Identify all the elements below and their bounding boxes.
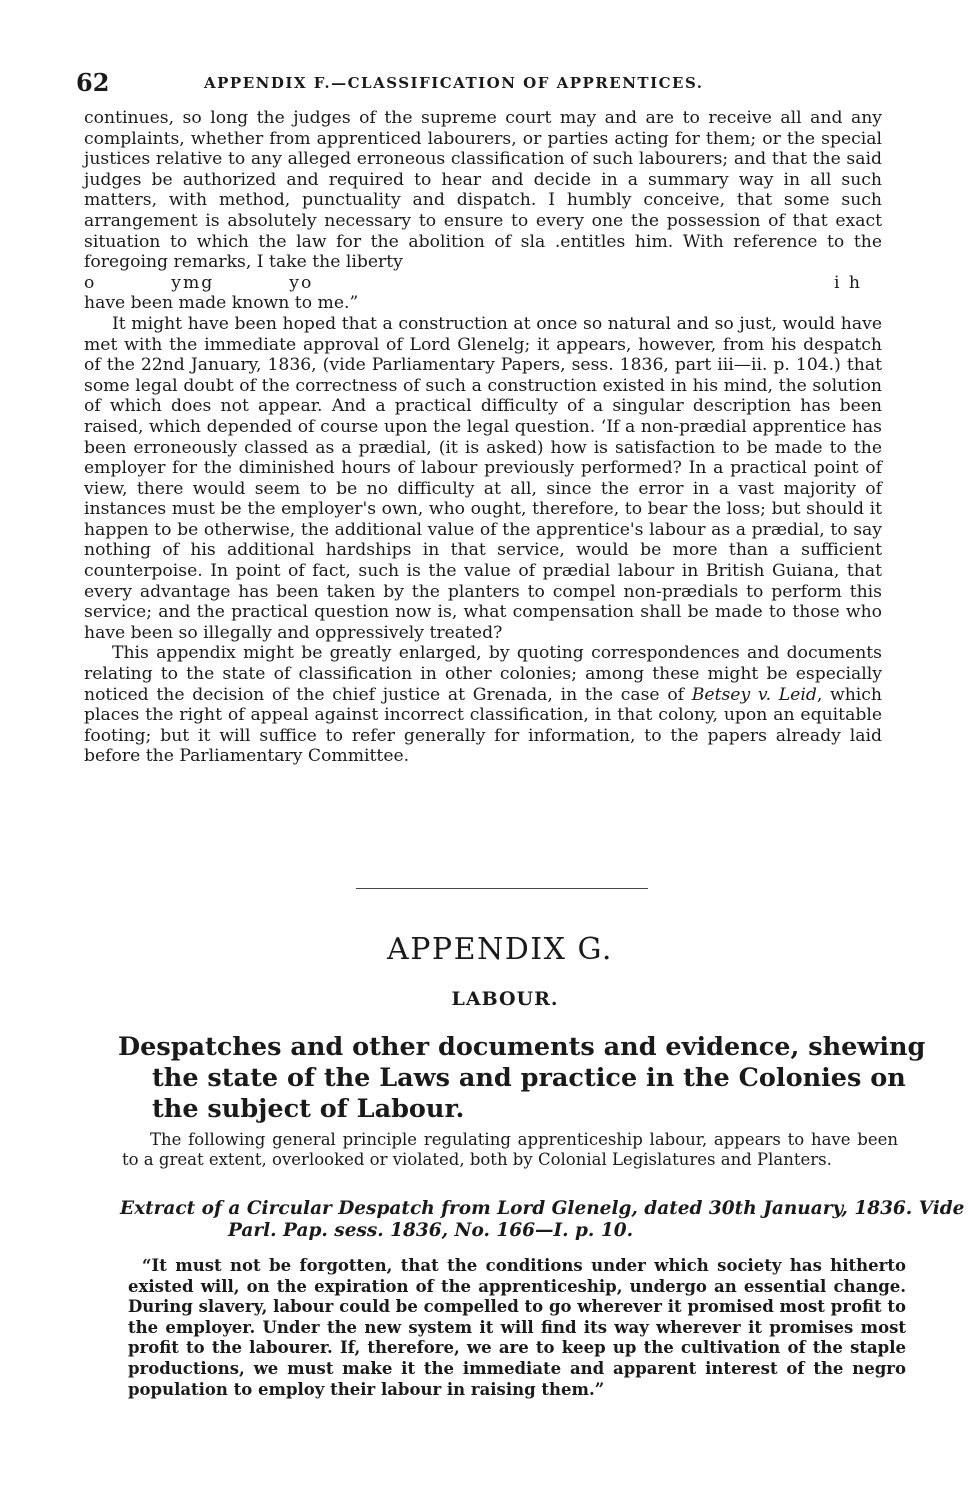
paragraph-glenelg-despatch: It might have been hoped that a construction at once so natural and so just, would have met with the immediate approval of Lord Glenelg; it appears, however, from his despatch of the 22nd January, 1836, (vide Parliamentary Papers, sess. 1836, part iii—ii. p. 104.) that some legal doubt of the correctness of such a construction existed in his mind, the solution of which does not appear. And a practical difficulty of a singular description has been raised, which depended of course upon the legal question. ‘If a non-prædial apprentice has been erroneously classed as a prædial, (it is asked) how is satisfaction to be made to the employer for the diminished hours of labour previously performed? In a practical point of view, there would seem to be no difficulty at all, since the error in a vast majority of instances must be the employer's own, who ought, therefore, to bear the loss; but should it happen to be otherwise, the additional value of the apprentice's labour as a prædial, to say nothing of his additional hardships in that service, would be more than a sufficient counterpoise. In point of fact, such is the value of prædial labour in British Guiana, that every advantage has been taken by the planters to compel non-prædials to perform this service; and the practical question now is, what compensation shall be made to those who have been so illegally and oppressively treated? [84, 313, 882, 643]
damaged-line [84, 273, 882, 294]
appendix-g-subtitle: LABOUR. [451, 988, 559, 1010]
paragraph-text: , which places the right of appeal against incorrect classification, in that colony, upon an equitable footing; but it will suffice to refer generally for information, to the papers already laid before the Parliamentary Committee. [84, 684, 883, 767]
damaged-fragment: o [84, 272, 97, 293]
paragraph-text: This appendix might be greatly enlarged, by quoting correspondences and documents relating to the state of classification in other colonies; among these might be especially noticed the decision of the chief justice at Grenada, in the case of [84, 643, 882, 705]
appendix-g-heading: Despatches and other documents and evidence, shewing the state of the Laws and practice in the Colonies on the subject of Labour. [118, 1032, 926, 1124]
running-head: APPENDIX F.—CLASSIFICATION OF APPRENTICES. [204, 74, 704, 92]
page-number: 62 [76, 68, 110, 97]
damaged-fragment: yo [289, 272, 314, 293]
page-header [76, 68, 860, 98]
appendix-f-continuation [84, 108, 882, 767]
appendix-g-intro [122, 1130, 898, 1170]
intro-paragraph: The following general principle regulating apprenticeship labour, appears to have been to a great extent, overlooked or violated, both by Colonial Legislatures and Planters. [122, 1130, 898, 1169]
paragraph-continuation: continues, so long the judges of the supreme court may and are to receive all and any complaints, whether from apprenticed labourers, or parties acting for them; or the special justices relative to any alleged erroneous classification of such labourers; and that the said judges be authorized and required to hear and decide in a summary way in all such matters, with method, punctuality and dispatch. I humbly conceive, that some such arrangement is absolutely necessary to ensure to every one the possession of that exact situation to which the law for the abolition of sla .entitles him. With reference to the foregoing remarks, I take the liberty [84, 108, 882, 273]
quote-paragraph: “It must not be forgotten, that the conditions under which society has hitherto existed will, on the expiration of the apprenticeship, undergo an essential change. During slavery, labour could be compelled to go wherever it promised most profit to the employer. Under the new system it will find its way wherever it promises most profit to the labourer. If, therefore, we are to keep up the cultivation of the staple productions, we must make it the immediate and apparent interest of the negro population to employ their labour in raising them.” [128, 1256, 906, 1399]
paragraph-appendix-note [84, 643, 882, 767]
case-name: Betsey v. Leid [691, 684, 817, 705]
despatch-quote [128, 1256, 906, 1400]
paragraph-continuation-end: have been made known to me.” [84, 293, 359, 314]
appendix-g-title: APPENDIX G. [387, 932, 613, 967]
damaged-fragment: ymg [171, 272, 215, 293]
damaged-fragment: i h [833, 272, 862, 293]
section-divider [356, 888, 648, 889]
extract-title: Extract of a Circular Despatch from Lord Glenelg, dated 30th January, 1836. Vide Parl. Pap. sess. 1836, No. 166—I. p. 10. [120, 1198, 965, 1241]
